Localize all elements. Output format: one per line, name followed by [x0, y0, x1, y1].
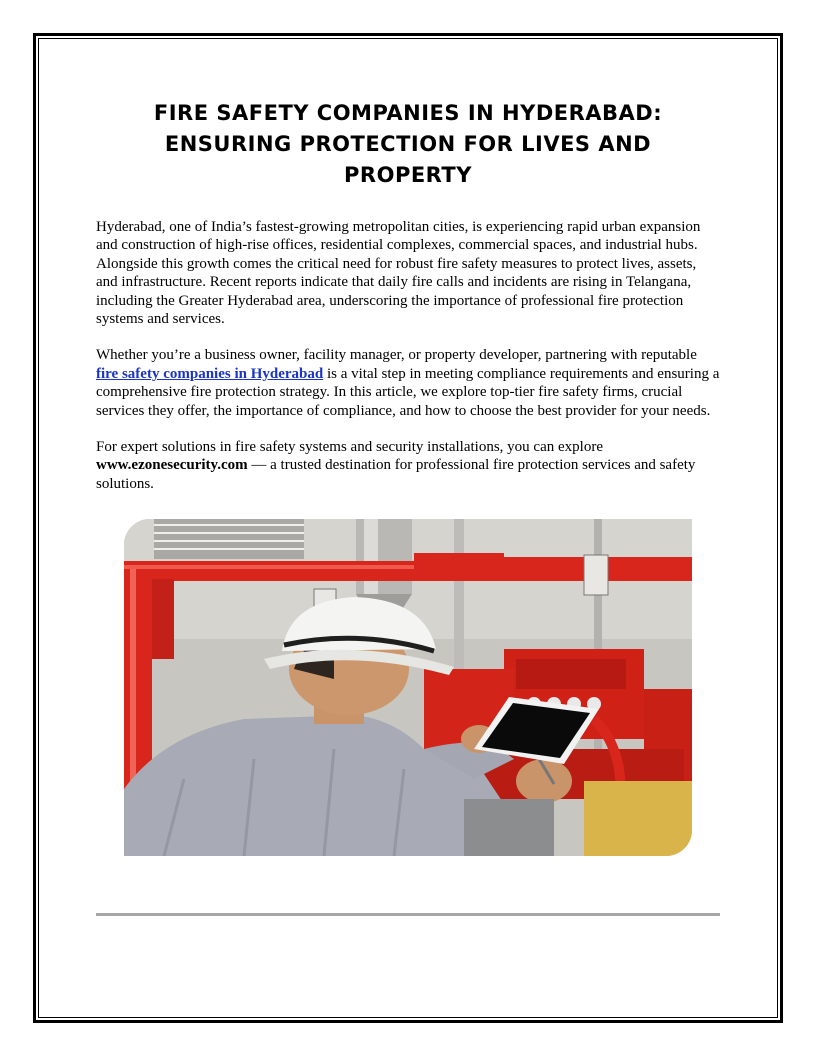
photo-illustration — [124, 519, 692, 856]
paragraph-explore-text-b: — a trusted destination for professional fire protection services and safety solutions. — [96, 457, 696, 492]
paragraph-partnering-text-a: Whether you’re a business owner, facility manager, or property developer, partnering with reputable — [96, 347, 697, 364]
divider-line — [96, 913, 720, 916]
article-title: FIRE SAFETY COMPANIES IN HYDERABAD: ENSURING PROTECTION FOR LIVES AND PROPERTY — [153, 101, 663, 187]
paragraph-partnering — [96, 346, 720, 420]
fire-safety-companies-link[interactable]: fire safety companies in Hyderabad — [96, 365, 324, 382]
paragraph-explore — [96, 438, 720, 493]
article-body — [96, 98, 720, 493]
paragraph-partnering-text-b: is a vital step in meeting compliance requirements and ensuring a comprehensive fire protection strategy. In this article, we explore top-tier fire safety firms, crucial services they offer, the importance of compliance, and how to choose the best provider for your needs. — [96, 365, 720, 419]
wall-vent — [154, 519, 304, 559]
paragraph-explore-text-a: For expert solutions in fire safety systems and security installations, you can explore — [96, 439, 603, 456]
website-url: www.ezonesecurity.com — [96, 457, 248, 474]
engineer-with-tablet-fire-pump-photo — [124, 519, 692, 856]
paragraph-intro: Hyderabad, one of India’s fastest-growing metropolitan cities, is experiencing rapid urban expansion and construction of high-rise offices, residential complexes, commercial spaces, and industrial hubs. Alongside this growth comes the critical need for robust fire safety measures to protect lives, assets, and infrastructure. Recent reports indicate that daily fire calls and incidents are rising in Telangana, including the Greater Hyderabad area, underscoring the importance of professional fire protection systems and services. — [96, 219, 701, 328]
